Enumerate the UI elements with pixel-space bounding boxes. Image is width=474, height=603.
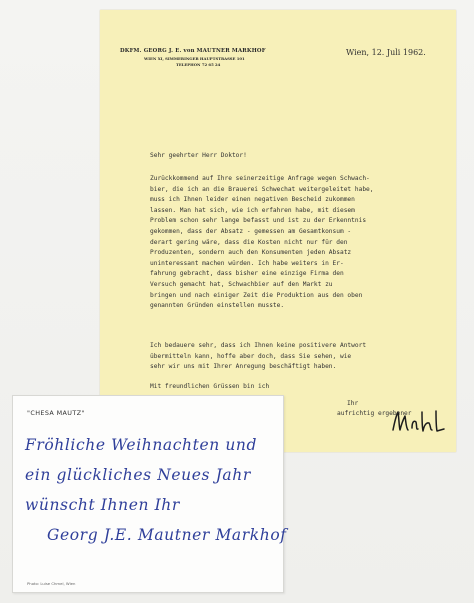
text-line: uninteressant machen würden. Ich habe weiters in Er-: [150, 259, 344, 267]
card-handwriting: [13, 424, 287, 554]
text-line: gekommen, dass der Absatz - gemessen am Gesamtkonsum -: [150, 227, 352, 235]
handwriting-line: wünscht Ihnen Ihr: [25, 496, 180, 514]
greeting-card: [12, 395, 287, 593]
handwriting-line: ein glückliches Neues Jahr: [25, 466, 251, 484]
text-line: Ich bedauere sehr, dass ich Ihnen keine positivere Antwort: [150, 342, 367, 349]
closing-line-1: Ihr: [347, 400, 359, 407]
letter-date: Wien, 12. Juli 1962.: [346, 48, 426, 57]
text-line: fahrung gebracht, dass bisher eine einzige Firma den: [150, 270, 344, 278]
text-line: Zurückkommend auf Ihre seinerzeitige Anfrage wegen Schwach-: [150, 175, 370, 182]
text-line: Problem schon sehr lange befasst und ist zu der Erkenntnis: [150, 217, 367, 225]
letterhead: [120, 48, 266, 67]
text-line: übermitteln kann, hoffe aber doch, dass Sie sehen, wie: [150, 352, 352, 360]
letterhead-name: DKFM. GEORG J. E. von MAUTNER MARKHOF: [120, 48, 266, 54]
text-line: Produzenten, sondern auch den Konsumenten jeden Absatz: [150, 249, 352, 257]
letterhead-phone: TELEPHON 72 65 24: [176, 62, 221, 67]
text-line: sehr wir uns mit Ihrer Anregung beschäftigt haben.: [150, 363, 337, 371]
text-line: genannten Gründen einstellen musste.: [150, 302, 285, 310]
letterhead-address: WIEN XI, SIMMERINGER HAUPTSTRASSE 101: [144, 56, 245, 61]
letter-paragraph-2: [150, 341, 366, 373]
letter-paragraph-3: Mit freundlichen Grüssen bin ich: [150, 383, 270, 390]
card-brand: "CHESA MAUTZ": [27, 409, 85, 417]
letter-paragraph-1: [150, 174, 374, 312]
letter-greeting: Sehr geehrter Herr Doktor!: [150, 152, 247, 159]
closing-line-2: aufrichtig ergebener: [337, 410, 412, 417]
letter-sheet: [100, 10, 456, 452]
handwriting-line: Georg J.E. Mautner Markhof: [47, 526, 287, 544]
handwriting-line: Fröhliche Weihnachten und: [25, 436, 258, 454]
text-line: derart gering wäre, dass die Kosten nicht nur für den: [150, 238, 348, 246]
text-line: bier, die ich an die Brauerei Schwechat weitergeleitet habe,: [150, 185, 374, 193]
text-line: Versuch gemacht hat, Schwachbier auf den Markt zu: [150, 280, 333, 288]
text-line: bringen und nach einiger Zeit die Produktion aus den oben: [150, 291, 363, 299]
text-line: lassen. Man hat sich, wie ich erfahren habe, mit diesem: [150, 206, 355, 214]
text-line: muss ich Ihnen leider einen negativen Bescheid zukommen: [150, 196, 355, 204]
letter-signature: [390, 408, 450, 436]
card-photo-credit: Photo: Luise Chmel, Wien: [27, 581, 76, 586]
